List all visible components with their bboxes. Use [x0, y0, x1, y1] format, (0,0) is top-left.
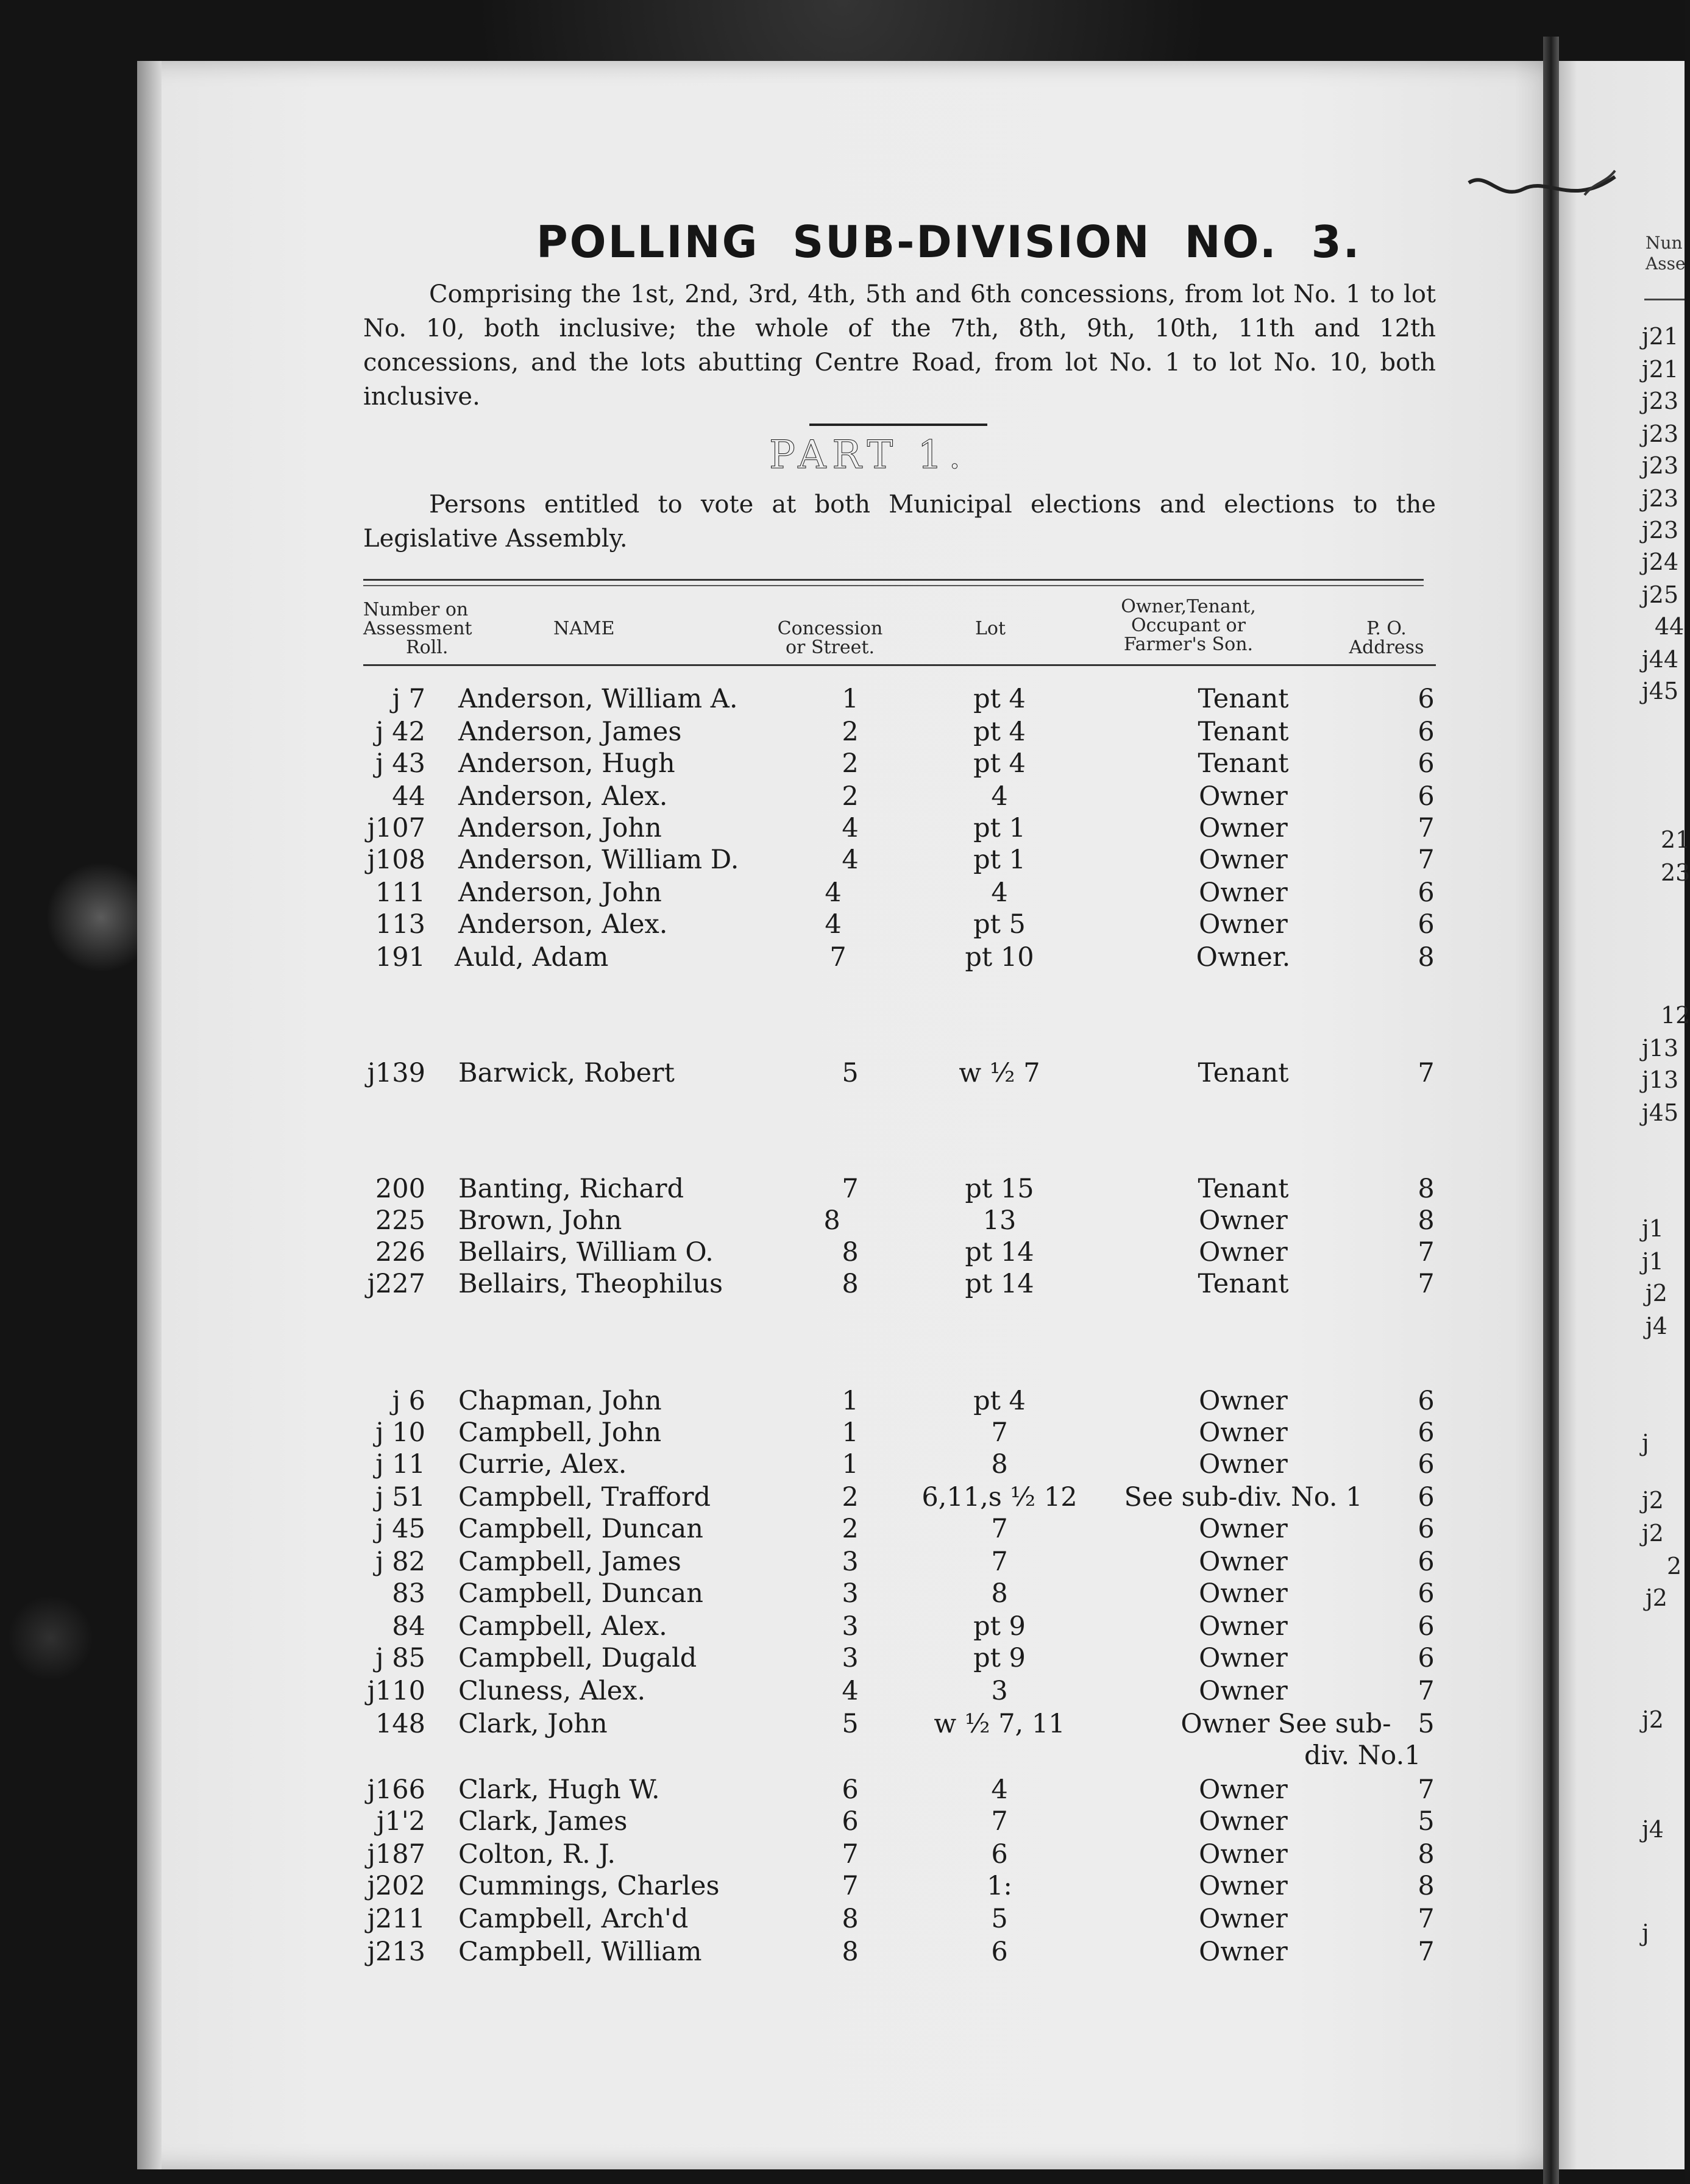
- table-row: [0, 1482, 1685, 1515]
- po-address: 6: [1418, 909, 1435, 940]
- roll-number: j110: [367, 1676, 425, 1706]
- po-address: 8: [1418, 1174, 1435, 1204]
- adjacent-header-line: Asse: [1646, 254, 1686, 274]
- header-line: P. O.: [1366, 618, 1407, 639]
- po-address: 5: [1418, 1709, 1435, 1739]
- po-address: 5: [1418, 1806, 1435, 1837]
- voter-name: Campbell, John: [458, 1417, 662, 1448]
- roll-number: 111: [375, 878, 425, 908]
- adjacent-page-fragment: j13: [1642, 1035, 1679, 1062]
- concession: 7: [842, 1871, 859, 1901]
- voter-name: Anderson, Hugh: [458, 748, 675, 779]
- table-row: [0, 845, 1685, 878]
- concession: 6: [842, 1806, 859, 1837]
- lot: w ½ 7, 11: [934, 1709, 1065, 1739]
- concession: 1: [842, 1386, 859, 1416]
- roll-number: 191: [375, 942, 425, 973]
- po-address: 6: [1418, 1386, 1435, 1416]
- roll-number: j202: [367, 1871, 425, 1901]
- po-address: 6: [1418, 878, 1435, 908]
- concession: 3: [842, 1578, 859, 1609]
- table-row: [0, 1806, 1685, 1839]
- table-row: [0, 1386, 1685, 1419]
- table-row: [0, 684, 1685, 717]
- roll-number: j1'2: [377, 1806, 425, 1837]
- owner-status: Owner: [1199, 1547, 1288, 1577]
- lot: 8: [991, 1578, 1008, 1609]
- table-row: [0, 717, 1685, 750]
- table-row: [0, 942, 1685, 975]
- lot: 5: [991, 1904, 1008, 1934]
- adjacent-page-fragment: j2: [1646, 1584, 1667, 1611]
- concession: 4: [842, 813, 859, 843]
- po-address: 7: [1418, 1676, 1435, 1706]
- owner-status: Owner: [1199, 1417, 1288, 1448]
- lot: pt 4: [973, 684, 1026, 714]
- po-address: 6: [1418, 717, 1435, 747]
- header-line: Assessment: [363, 618, 472, 639]
- table-row: [0, 1547, 1685, 1580]
- voter-name: Campbell, Dugald: [458, 1643, 697, 1673]
- voter-name: Anderson, Alex.: [458, 781, 668, 812]
- owner-status: Owner: [1199, 845, 1288, 875]
- owner-status: Owner: [1199, 1839, 1288, 1870]
- binding-thread-icon: [1463, 165, 1621, 213]
- roll-number: 226: [375, 1237, 425, 1268]
- adjacent-page-fragment: j2: [1642, 1487, 1664, 1514]
- po-address: 6: [1418, 684, 1435, 714]
- voter-name: Clark, Hugh W.: [458, 1774, 660, 1805]
- voter-name: Campbell, Duncan: [458, 1578, 703, 1609]
- lot: 8: [991, 1449, 1008, 1480]
- header-po: [1341, 619, 1432, 657]
- po-address: 6: [1418, 1547, 1435, 1577]
- owner-status: Owner.: [1196, 942, 1291, 973]
- lot: 7: [991, 1806, 1008, 1837]
- owner-status: Tenant: [1198, 748, 1289, 779]
- table-row: [0, 1514, 1685, 1547]
- po-address: 7: [1418, 845, 1435, 875]
- po-address: 6: [1418, 1482, 1435, 1512]
- lot: pt 9: [973, 1643, 1026, 1673]
- owner-status: Owner See sub-: [1181, 1709, 1391, 1739]
- table-row: [0, 878, 1685, 910]
- voter-name: Chapman, John: [458, 1386, 662, 1416]
- owner-status: Owner: [1199, 1514, 1288, 1544]
- table-row: [0, 1578, 1685, 1611]
- concession: 4: [842, 845, 859, 875]
- header-bottom-rule: [363, 664, 1436, 666]
- po-address: 7: [1418, 1904, 1435, 1934]
- voter-name: Campbell, William: [458, 1937, 702, 1967]
- po-address: 7: [1418, 813, 1435, 843]
- voter-name: Clark, James: [458, 1806, 628, 1837]
- concession: 3: [842, 1611, 859, 1642]
- part-rule: [809, 424, 987, 426]
- table-row: [0, 1611, 1685, 1644]
- adjacent-page-fragment: j23: [1642, 388, 1679, 414]
- adjacent-page-fragment: j45: [1642, 1099, 1679, 1126]
- adjacent-page-fragment: j24: [1642, 548, 1679, 575]
- concession: 1: [842, 1417, 859, 1448]
- owner-status: Owner: [1199, 1871, 1288, 1901]
- roll-number: j227: [367, 1269, 425, 1299]
- roll-number: j108: [367, 845, 425, 875]
- po-address: 7: [1418, 1058, 1435, 1088]
- roll-number: 225: [375, 1205, 425, 1236]
- lot: 6,11,s ½ 12: [921, 1482, 1078, 1512]
- lot: 6: [991, 1937, 1008, 1967]
- owner-status: Owner: [1199, 1386, 1288, 1416]
- adjacent-page-fragment: j25: [1642, 581, 1679, 608]
- po-address: 7: [1418, 1237, 1435, 1268]
- voter-name: Campbell, Arch'd: [458, 1904, 689, 1934]
- roll-number: j 85: [375, 1643, 425, 1673]
- roll-number: j 42: [375, 717, 425, 747]
- owner-status: See sub-div. No. 1: [1124, 1482, 1363, 1512]
- voter-name: Campbell, Trafford: [458, 1482, 711, 1512]
- adjacent-page-fragment: j13: [1642, 1066, 1679, 1093]
- voter-name: Cummings, Charles: [458, 1871, 720, 1901]
- po-address: 6: [1418, 1578, 1435, 1609]
- header-owner: [1109, 597, 1268, 654]
- table-row: [0, 781, 1685, 814]
- header-line: Farmer's Son.: [1123, 634, 1254, 655]
- concession: 8: [823, 1205, 840, 1236]
- concession: 1: [842, 1449, 859, 1480]
- concession: 2: [842, 1482, 859, 1512]
- adjacent-page-fragment: j1: [1642, 1215, 1664, 1242]
- owner-status: Tenant: [1198, 684, 1289, 714]
- lot: 3: [991, 1676, 1008, 1706]
- voter-name: Currie, Alex.: [458, 1449, 627, 1480]
- intro-paragraph: Comprising the 1st, 2nd, 3rd, 4th, 5th and 6th concessions, from lot No. 1 to lot No. 10, both inclusive; the whole of the 7th, 8th, 9th, 10th, 11th and 12th concessions, and the lots abutting Centre Road, from lot No. 1 to lot No. 10, both inclusive.: [363, 280, 1436, 411]
- roll-number: j 6: [392, 1386, 425, 1416]
- header-name: NAME: [553, 618, 615, 639]
- adjacent-page-fragment: j2: [1642, 1706, 1664, 1733]
- lot: 1:: [987, 1871, 1012, 1901]
- concession: 4: [825, 878, 842, 908]
- header-line: Concession: [777, 618, 883, 639]
- roll-number: 44: [392, 781, 425, 812]
- adjacent-page-fragment: j23: [1642, 452, 1679, 479]
- lot: pt 9: [973, 1611, 1026, 1642]
- adjacent-header-rule: [1644, 299, 1685, 300]
- adjacent-page-fragment: j45: [1642, 678, 1679, 704]
- table-row: [0, 1709, 1685, 1742]
- voter-name: Colton, R. J.: [458, 1839, 616, 1870]
- po-address: 8: [1418, 942, 1435, 973]
- lot: pt 14: [965, 1237, 1034, 1268]
- header-line: Roll.: [406, 637, 449, 658]
- concession: 4: [825, 909, 842, 940]
- table-row: [0, 1205, 1685, 1238]
- owner-status: Owner: [1199, 1774, 1288, 1805]
- header-line: Address: [1349, 637, 1424, 658]
- owner-status: Owner: [1199, 909, 1288, 940]
- table-row: [0, 1774, 1685, 1807]
- owner-status: Owner: [1199, 1806, 1288, 1837]
- roll-number: j166: [367, 1774, 425, 1805]
- voter-name: Cluness, Alex.: [458, 1676, 646, 1706]
- owner-status: Owner: [1199, 1205, 1288, 1236]
- owner-status: Tenant: [1198, 1174, 1289, 1204]
- po-address: 6: [1418, 1514, 1435, 1544]
- lot: 7: [991, 1547, 1008, 1577]
- page-title: POLLING SUB-DIVISION NO. 3.: [536, 216, 1362, 268]
- concession: 5: [842, 1058, 859, 1088]
- table-row: [0, 1269, 1685, 1302]
- owner-status: Owner: [1199, 1676, 1288, 1706]
- po-address: 6: [1418, 748, 1435, 779]
- adjacent-page-fragment: 23: [1661, 859, 1690, 886]
- table-row: [0, 909, 1685, 942]
- header-line: Occupant or: [1131, 615, 1246, 636]
- voter-name: Anderson, John: [458, 878, 662, 908]
- concession: 8: [842, 1237, 859, 1268]
- adjacent-page-fragment: j2: [1642, 1520, 1664, 1547]
- adjacent-page-fragment: j23: [1642, 485, 1679, 512]
- lot: 6: [991, 1839, 1008, 1870]
- lot: pt 4: [973, 717, 1026, 747]
- voter-name: Bellairs, William O.: [458, 1237, 714, 1268]
- roll-number: 83: [392, 1578, 425, 1609]
- header-concession: [769, 619, 891, 657]
- lot: 13: [982, 1205, 1017, 1236]
- po-address: 6: [1418, 1417, 1435, 1448]
- adjacent-page-fragment: j21: [1642, 356, 1679, 383]
- concession: 2: [842, 717, 859, 747]
- concession: 2: [842, 748, 859, 779]
- concession: 8: [842, 1937, 859, 1967]
- concession: 8: [842, 1904, 859, 1934]
- adjacent-page-fragment: 12: [1661, 1002, 1690, 1029]
- lot: pt 1: [973, 813, 1026, 843]
- roll-number: 84: [392, 1611, 425, 1642]
- lot: pt 1: [973, 845, 1026, 875]
- po-address: 7: [1418, 1937, 1435, 1967]
- adjacent-page-fragment: 44: [1655, 613, 1685, 640]
- voter-name: Campbell, Duncan: [458, 1514, 703, 1544]
- voter-name: Campbell, Alex.: [458, 1611, 667, 1642]
- roll-number: j213: [367, 1937, 425, 1967]
- roll-number: j 43: [375, 748, 425, 779]
- po-address: 6: [1418, 1611, 1435, 1642]
- lot: 4: [991, 1774, 1008, 1805]
- roll-number: 148: [375, 1709, 425, 1739]
- roll-number: j 10: [375, 1417, 425, 1448]
- lot: 4: [991, 878, 1008, 908]
- lot: pt 5: [973, 909, 1026, 940]
- table-row: [0, 1937, 1685, 1970]
- lot: pt 10: [965, 942, 1034, 973]
- table-row: [0, 748, 1685, 781]
- concession: 7: [842, 1174, 859, 1204]
- header-number: [363, 600, 472, 657]
- voter-name: Clark, John: [458, 1709, 608, 1739]
- voter-name: Anderson, John: [458, 813, 662, 843]
- roll-number: j107: [367, 813, 425, 843]
- part-title: PART 1.: [769, 433, 967, 478]
- roll-number: j 45: [375, 1514, 425, 1544]
- po-address: 7: [1418, 1269, 1435, 1299]
- header-line: or Street.: [786, 637, 875, 658]
- header-line: Number on: [363, 599, 469, 620]
- owner-status: Tenant: [1198, 717, 1289, 747]
- adjacent-page-fragment: j4: [1646, 1313, 1667, 1339]
- voter-name: Barwick, Robert: [458, 1058, 675, 1088]
- owner-status: Owner: [1199, 1237, 1288, 1268]
- po-address: 8: [1418, 1871, 1435, 1901]
- roll-number: j139: [367, 1058, 425, 1088]
- concession: 6: [842, 1774, 859, 1805]
- header-lot: Lot: [975, 618, 1006, 639]
- owner-status: Tenant: [1198, 1058, 1289, 1088]
- adjacent-page-fragment: j1: [1642, 1248, 1664, 1275]
- voter-name: Bellairs, Theophilus: [458, 1269, 723, 1299]
- concession: 2: [842, 1514, 859, 1544]
- adjacent-page-fragment: j2: [1646, 1280, 1667, 1306]
- table-top-rule-secondary: [363, 585, 1424, 586]
- roll-number: j 11: [375, 1449, 425, 1480]
- table-row: [0, 1871, 1685, 1904]
- voter-name: Anderson, William D.: [458, 845, 739, 875]
- adjacent-header-line: Nun: [1646, 233, 1683, 253]
- table-row: [0, 1237, 1685, 1270]
- concession: 7: [829, 942, 847, 973]
- concession: 4: [842, 1676, 859, 1706]
- voter-name: Campbell, James: [458, 1547, 681, 1577]
- concession: 2: [842, 781, 859, 812]
- lot: pt 15: [965, 1174, 1034, 1204]
- table-row: [0, 1417, 1685, 1450]
- adjacent-page-fragment: j4: [1642, 1816, 1664, 1843]
- adjacent-page-fragment: 21: [1661, 826, 1690, 853]
- header-line: Owner,Tenant,: [1121, 596, 1256, 617]
- po-address: 8: [1418, 1839, 1435, 1870]
- table-row: [0, 1643, 1685, 1676]
- voter-name: Anderson, Alex.: [458, 909, 668, 940]
- lot: 7: [991, 1514, 1008, 1544]
- owner-status: Owner: [1199, 1578, 1288, 1609]
- concession: 7: [842, 1839, 859, 1870]
- adjacent-page-fragment: j: [1642, 1430, 1649, 1456]
- table-top-rule: [363, 579, 1424, 581]
- adjacent-page-fragment: j23: [1642, 420, 1679, 447]
- roll-number: 200: [375, 1174, 425, 1204]
- adjacent-page-fragment: j: [1642, 1920, 1649, 1946]
- table-row: [0, 1058, 1685, 1091]
- concession: 1: [842, 684, 859, 714]
- owner-status: Owner: [1199, 1937, 1288, 1967]
- owner-status: Tenant: [1198, 1269, 1289, 1299]
- owner-status: Owner: [1199, 813, 1288, 843]
- concession: 5: [842, 1709, 859, 1739]
- concession: 3: [842, 1547, 859, 1577]
- po-address: 7: [1418, 1774, 1435, 1805]
- table-row: [0, 1174, 1685, 1207]
- owner-status: Owner: [1199, 1643, 1288, 1673]
- table-row: [0, 1449, 1685, 1482]
- lot: w ½ 7: [959, 1058, 1040, 1088]
- owner-status: Owner: [1199, 781, 1288, 812]
- lot: pt 4: [973, 1386, 1026, 1416]
- roll-number: j 82: [375, 1547, 425, 1577]
- voter-name: Banting, Richard: [458, 1174, 684, 1204]
- table-row: [0, 813, 1685, 846]
- adjacent-page-fragment: 2: [1667, 1553, 1682, 1580]
- owner-status: Owner: [1199, 878, 1288, 908]
- po-address: 8: [1418, 1205, 1435, 1236]
- adjacent-page-fragment: j44: [1642, 646, 1679, 673]
- lot: pt 4: [973, 748, 1026, 779]
- voter-name: Anderson, James: [458, 717, 682, 747]
- roll-number: j 51: [375, 1482, 425, 1512]
- po-address: 6: [1418, 1643, 1435, 1673]
- po-address: 6: [1418, 781, 1435, 812]
- table-row: [0, 1676, 1685, 1709]
- roll-number: j187: [367, 1839, 425, 1870]
- adjacent-page-header: [1646, 233, 1686, 274]
- owner-status: Owner: [1199, 1449, 1288, 1480]
- table-row: [0, 1904, 1685, 1937]
- owner-status: Owner: [1199, 1904, 1288, 1934]
- adjacent-page-fragment: j21: [1642, 323, 1679, 350]
- owner-status: Owner: [1199, 1611, 1288, 1642]
- roll-number: 113: [375, 909, 425, 940]
- table-row: [0, 1839, 1685, 1872]
- voter-name: Brown, John: [458, 1205, 622, 1236]
- concession: 3: [842, 1643, 859, 1673]
- lot: pt 14: [965, 1269, 1034, 1299]
- part-description: Persons entitled to vote at both Municipal elections and elections to the Legislative Assembly.: [363, 491, 1436, 553]
- po-address: 6: [1418, 1449, 1435, 1480]
- lot: 4: [991, 781, 1008, 812]
- roll-number: j211: [367, 1904, 425, 1934]
- owner-status-continuation: div. No.1: [1304, 1740, 1421, 1771]
- concession: 8: [842, 1269, 859, 1299]
- roll-number: j 7: [392, 684, 425, 714]
- lot: 7: [991, 1417, 1008, 1448]
- adjacent-page-fragment: j23: [1642, 517, 1679, 544]
- voter-name: Auld, Adam: [455, 942, 609, 973]
- voter-name: Anderson, William A.: [458, 684, 738, 714]
